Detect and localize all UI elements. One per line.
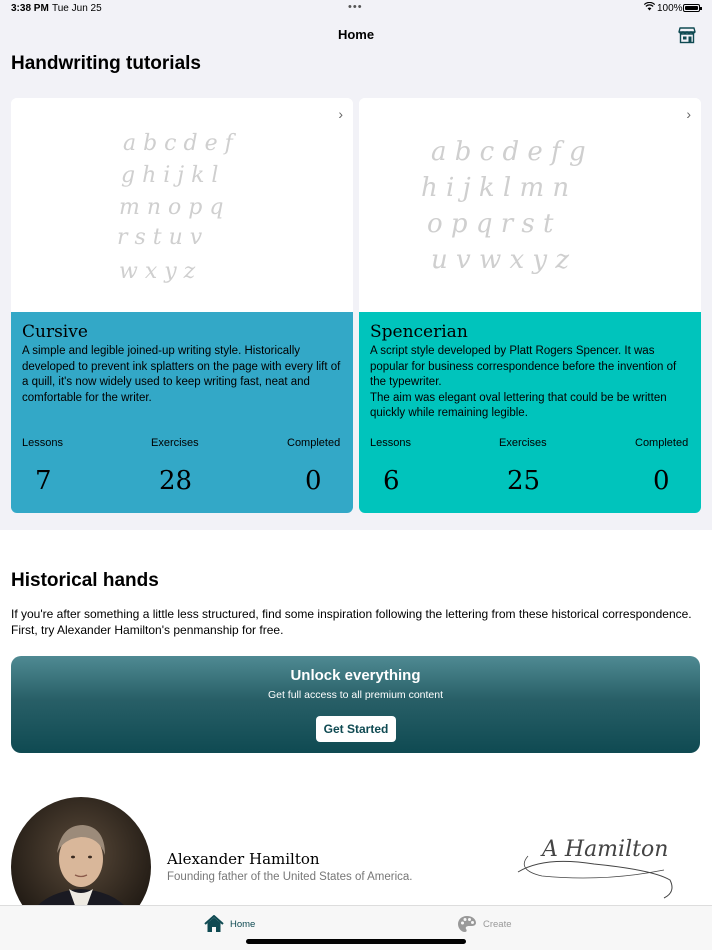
lessons-value: 6 <box>383 466 400 496</box>
spencerian-sample-row: o p q r s t <box>427 209 554 239</box>
chevron-right-icon[interactable]: › <box>686 106 691 122</box>
tab-create[interactable] <box>457 914 512 934</box>
hamilton-name: Alexander Hamilton <box>167 850 320 868</box>
lessons-label: Lessons <box>22 437 63 449</box>
unlock-title: Unlock everything <box>290 667 421 684</box>
lessons-label: Lessons <box>370 437 411 449</box>
unlock-subtitle: Get full access to all premium content <box>267 689 444 701</box>
hamilton-signature <box>514 826 679 906</box>
store-icon[interactable] <box>678 26 696 44</box>
completed-value: 0 <box>653 466 670 496</box>
card-description-line: The aim was elegant oval lettering that could be be written quickly while remaining legible. <box>370 391 667 419</box>
exercises-label: Exercises <box>499 437 547 449</box>
wifi-icon <box>644 2 655 14</box>
tab-home[interactable] <box>204 914 255 934</box>
unlock-banner <box>11 656 700 753</box>
status-bar <box>0 0 712 18</box>
cursive-sample-row: g h i j k l <box>121 163 219 188</box>
exercises-label: Exercises <box>151 437 199 449</box>
home-icon <box>204 915 224 933</box>
card-description-line: A script style developed by Platt Rogers Spencer. It was popular for business correspondence before the invention of the typewriter. <box>370 345 677 388</box>
card-name: Spencerian <box>370 322 468 342</box>
multitask-dots-icon[interactable]: ••• <box>348 1 363 13</box>
home-indicator <box>246 939 466 944</box>
spencerian-sample <box>359 98 701 312</box>
hamilton-subtitle: Founding father of the United States of America. <box>167 871 413 883</box>
tab-home-label: Home <box>230 918 256 930</box>
spencerian-card[interactable] <box>359 98 701 513</box>
tab-create-label: Create <box>483 918 512 930</box>
exercises-value: 28 <box>159 466 193 496</box>
cursive-sample <box>11 98 353 312</box>
card-description <box>370 344 695 422</box>
status-date: Tue Jun 25 <box>52 3 102 14</box>
exercises-value: 25 <box>507 466 541 496</box>
card-name: Cursive <box>22 322 88 342</box>
nav-title: Home <box>337 27 375 42</box>
cursive-sample-row: r s t u v <box>117 225 203 250</box>
historical-title: Historical hands <box>11 570 159 591</box>
cursive-sample-row: w x y z <box>119 259 196 284</box>
cursive-sample-row: a b c d e f <box>123 131 233 156</box>
tutorials-title: Handwriting tutorials <box>11 53 201 74</box>
battery-icon <box>683 4 700 12</box>
cursive-info <box>11 312 353 513</box>
completed-label: Completed <box>287 437 341 449</box>
cursive-sample-row: m n o p q <box>119 195 224 220</box>
signature-text: A Hamilton <box>542 837 669 862</box>
cursive-card[interactable] <box>11 98 353 513</box>
palette-icon <box>457 915 477 933</box>
spencerian-sample-row: a b c d e f g <box>431 137 586 167</box>
completed-value: 0 <box>305 466 322 496</box>
lessons-value: 7 <box>35 466 52 496</box>
get-started-button[interactable]: Get Started <box>316 716 396 742</box>
spencerian-sample-row: h i j k l m n <box>421 173 570 203</box>
status-time: 3:38 PM <box>11 3 49 14</box>
battery-percent: 100% <box>657 3 683 14</box>
chevron-right-icon[interactable]: › <box>338 106 343 122</box>
card-description: A simple and legible joined-up writing style. Historically developed to prevent ink splatters on the page with every lift of a quill, it's now widely used to keep writing fast, neat and comfortable for the writer. <box>22 345 341 404</box>
spencerian-sample-row: u v w x y z <box>431 245 570 275</box>
spencerian-info <box>359 312 701 513</box>
completed-label: Completed <box>635 437 689 449</box>
historical-intro: If you're after something a little less structured, find some inspiration following the lettering from these historical correspondence. First, try Alexander Hamilton's penmanship for free. <box>11 607 692 637</box>
